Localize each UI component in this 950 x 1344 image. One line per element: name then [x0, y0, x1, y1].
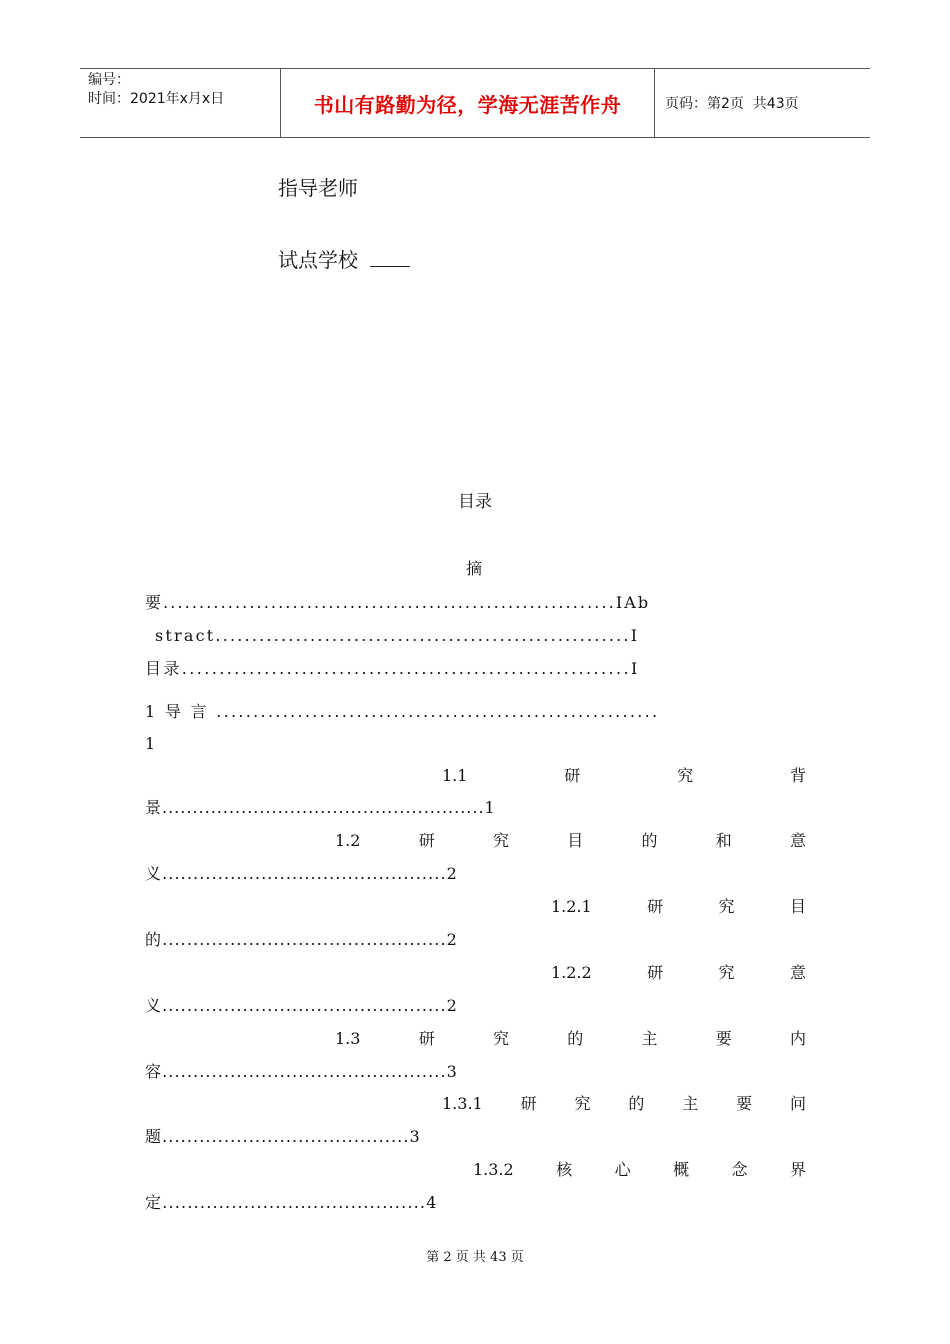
advisor-label: 指导老师 — [278, 176, 358, 200]
toc-word: 意 — [789, 831, 806, 850]
toc-word: 界 — [789, 1160, 806, 1179]
toc-entry-1-3-2 — [473, 1159, 806, 1181]
time-label: 时间：2021年x月x日 — [88, 91, 225, 107]
advisor-field — [278, 172, 358, 201]
toc-word: 究 — [492, 831, 509, 850]
toc-entry-abstract-en: stract.........................................................Ⅰ — [155, 626, 640, 645]
school-field — [278, 244, 410, 273]
toc-word: 究 — [718, 963, 735, 982]
toc-word: 研 — [647, 897, 664, 916]
toc-entry-1-2 — [335, 830, 806, 852]
serial-label: 编号： — [88, 72, 130, 88]
toc-word: 究 — [677, 766, 694, 785]
toc-word: 背 — [789, 766, 806, 785]
toc-word: 概 — [673, 1160, 690, 1179]
toc-word: 核 — [556, 1160, 573, 1179]
toc-entry-contents: 目录............................................................Ⅰ — [145, 659, 640, 678]
toc-word: 1.3.1 — [442, 1094, 483, 1113]
toc-entry-1-3-2-tail: 定..........................................4 — [145, 1193, 438, 1212]
toc-word: 意 — [789, 963, 806, 982]
header-page-label: 页码：第2页 共43页 — [665, 96, 799, 112]
toc-word: 1.2 — [335, 831, 361, 850]
toc-entry-1-2-tail: 义..............................................2 — [145, 864, 458, 883]
document-header — [80, 68, 870, 138]
toc-word: 念 — [731, 1160, 748, 1179]
toc-entry-intro: 1 导 言 ............................................................ — [145, 702, 660, 721]
toc-entry-1-3-1-tail: 题........................................3 — [145, 1127, 421, 1146]
header-meta — [80, 69, 281, 137]
toc-word: 问 — [789, 1094, 806, 1113]
toc-word: 内 — [789, 1029, 806, 1048]
toc-word: 1.3.2 — [473, 1160, 514, 1179]
toc-word: 研 — [418, 1029, 435, 1048]
toc-word: 研 — [564, 766, 581, 785]
toc-word: 1.2.1 — [551, 897, 592, 916]
toc-word: 和 — [715, 831, 732, 850]
school-label: 试点学校 — [278, 248, 358, 272]
toc-entry-1-3-tail: 容..............................................3 — [145, 1062, 458, 1081]
footer-page-number: 第 2 页 共 43 页 — [426, 1250, 524, 1265]
toc-word: 究 — [574, 1094, 591, 1113]
toc-entry-1-1 — [442, 765, 806, 787]
toc-entry-1-1-tail: 景.....................................................1 — [145, 798, 496, 817]
toc-word: 目 — [789, 897, 806, 916]
toc-entry-intro-page: 1 — [145, 734, 158, 753]
toc-entry-1-2-1-tail: 的..............................................2 — [145, 930, 458, 949]
toc-word: 的 — [567, 1029, 584, 1048]
toc-word: 的 — [641, 831, 658, 850]
toc-abstract-cn-title: 摘 — [466, 559, 485, 578]
toc-entry-1-3 — [335, 1028, 806, 1050]
toc-word: 究 — [718, 897, 735, 916]
school-blank-line — [370, 248, 410, 267]
toc-title: 目录 — [458, 492, 492, 512]
toc-entry-1-3-1 — [442, 1093, 806, 1115]
toc-word: 要 — [715, 1029, 732, 1048]
toc-word: 主 — [682, 1094, 699, 1113]
toc-entry-abstract-cn: 要...............................................................ⅠAb — [145, 593, 651, 612]
toc-word: 要 — [736, 1094, 753, 1113]
toc-word: 1.1 — [442, 766, 468, 785]
toc-word: 研 — [520, 1094, 537, 1113]
toc-word: 研 — [418, 831, 435, 850]
header-motto: 书山有路勤为径，学海无涯苦作舟 — [313, 92, 622, 117]
toc-word: 的 — [628, 1094, 645, 1113]
toc-word: 心 — [614, 1160, 631, 1179]
toc-word: 研 — [647, 963, 664, 982]
header-page-cell — [655, 69, 870, 137]
toc-word: 究 — [492, 1029, 509, 1048]
toc-word: 主 — [641, 1029, 658, 1048]
header-motto-cell — [281, 69, 655, 137]
toc-word: 1.2.2 — [551, 963, 592, 982]
page-footer — [0, 1246, 950, 1265]
toc-entry-1-2-2-tail: 义..............................................2 — [145, 996, 458, 1015]
toc-entry-1-2-2 — [551, 962, 806, 984]
toc-entry-1-2-1 — [551, 896, 806, 918]
toc-word: 1.3 — [335, 1029, 361, 1048]
toc-word: 目 — [567, 831, 584, 850]
